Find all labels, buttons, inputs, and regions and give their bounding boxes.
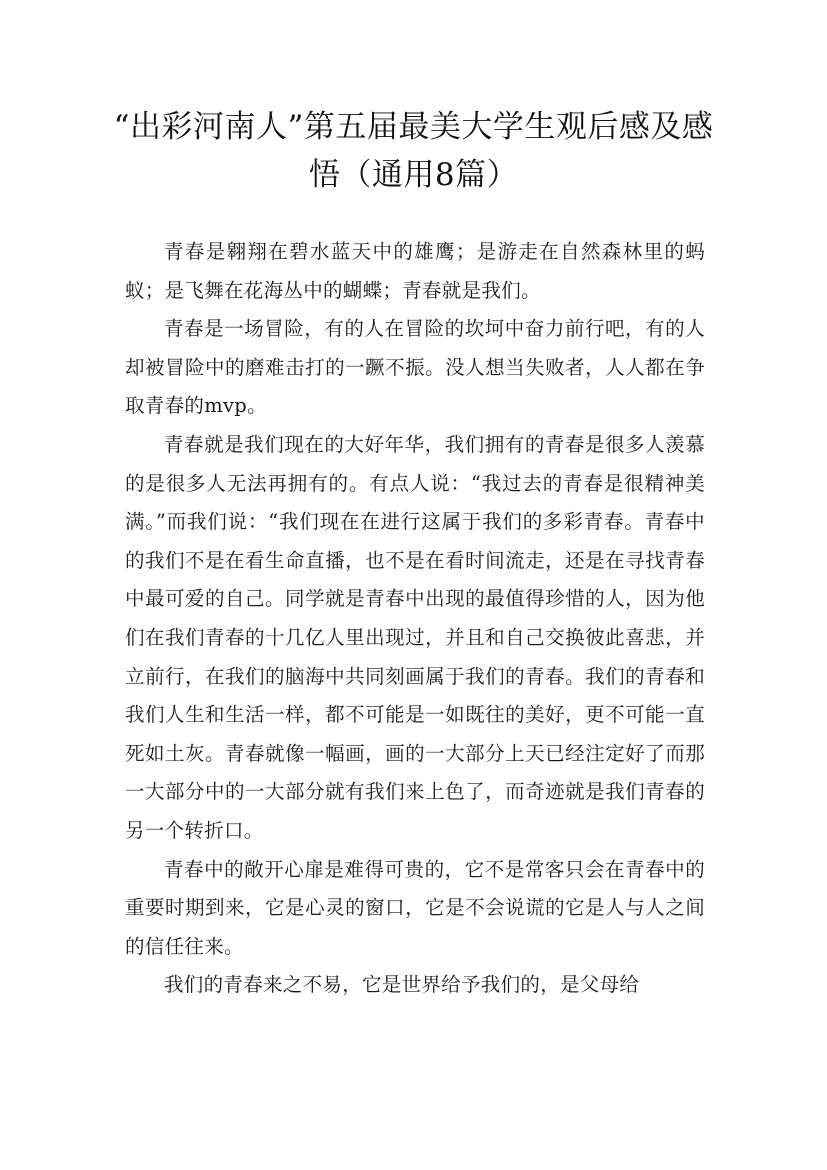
paragraph: 青春就是我们现在的大好年华，我们拥有的青春是很多人羡慕的是很多人无法再拥有的。有点人说：“我过去的青春是很精神美满。”而我们说：“我们现在在进行这属于我们的多彩青春。青春中的我们不是在看生命直播，也不是在看时间流走，还是在寻找青春中最可爱的自己。同学就是青春中出现的最值得珍惜的人，因为他们在我们青春的十几亿人里出现过，并且和自己交换彼此喜悲，并立前行，在我们的脑海中共同刻画属于我们的青春。我们的青春和我们人生和生活一样，都不可能是一如既往的美好，更不可能一直死如土灰。青春就像一幅画，画的一大部分上天已经注定好了而那一大部分中的一大部分就有我们来上色了，而奇迹就是我们青春的另一个转折口。 [125, 432, 705, 842]
document-title: “出彩河南人”第五届最美大学生观后感及感悟（通用8篇） [113, 109, 714, 193]
paragraph: 青春中的敞开心扉是难得可贵的，它不是常客只会在青春中的重要时期到来，它是心灵的窗口，它是不会说谎的它是人与人之间的信任往来。 [125, 857, 705, 958]
paragraph: 青春是翱翔在碧水蓝天中的雄鹰；是游走在自然森林里的蚂蚁；是飞舞在花海丛中的蝴蝶；青春就是我们。 [125, 240, 705, 302]
paragraph: 青春是一场冒险，有的人在冒险的坎坷中奋力前行吧，有的人却被冒险中的磨难击打的一蹶不振。没人想当失败者，人人都在争取青春的mvp。 [125, 317, 705, 418]
document-body [125, 233, 705, 1005]
paragraph: 我们的青春来之不易，它是世界给予我们的，是父母给 [164, 973, 640, 997]
